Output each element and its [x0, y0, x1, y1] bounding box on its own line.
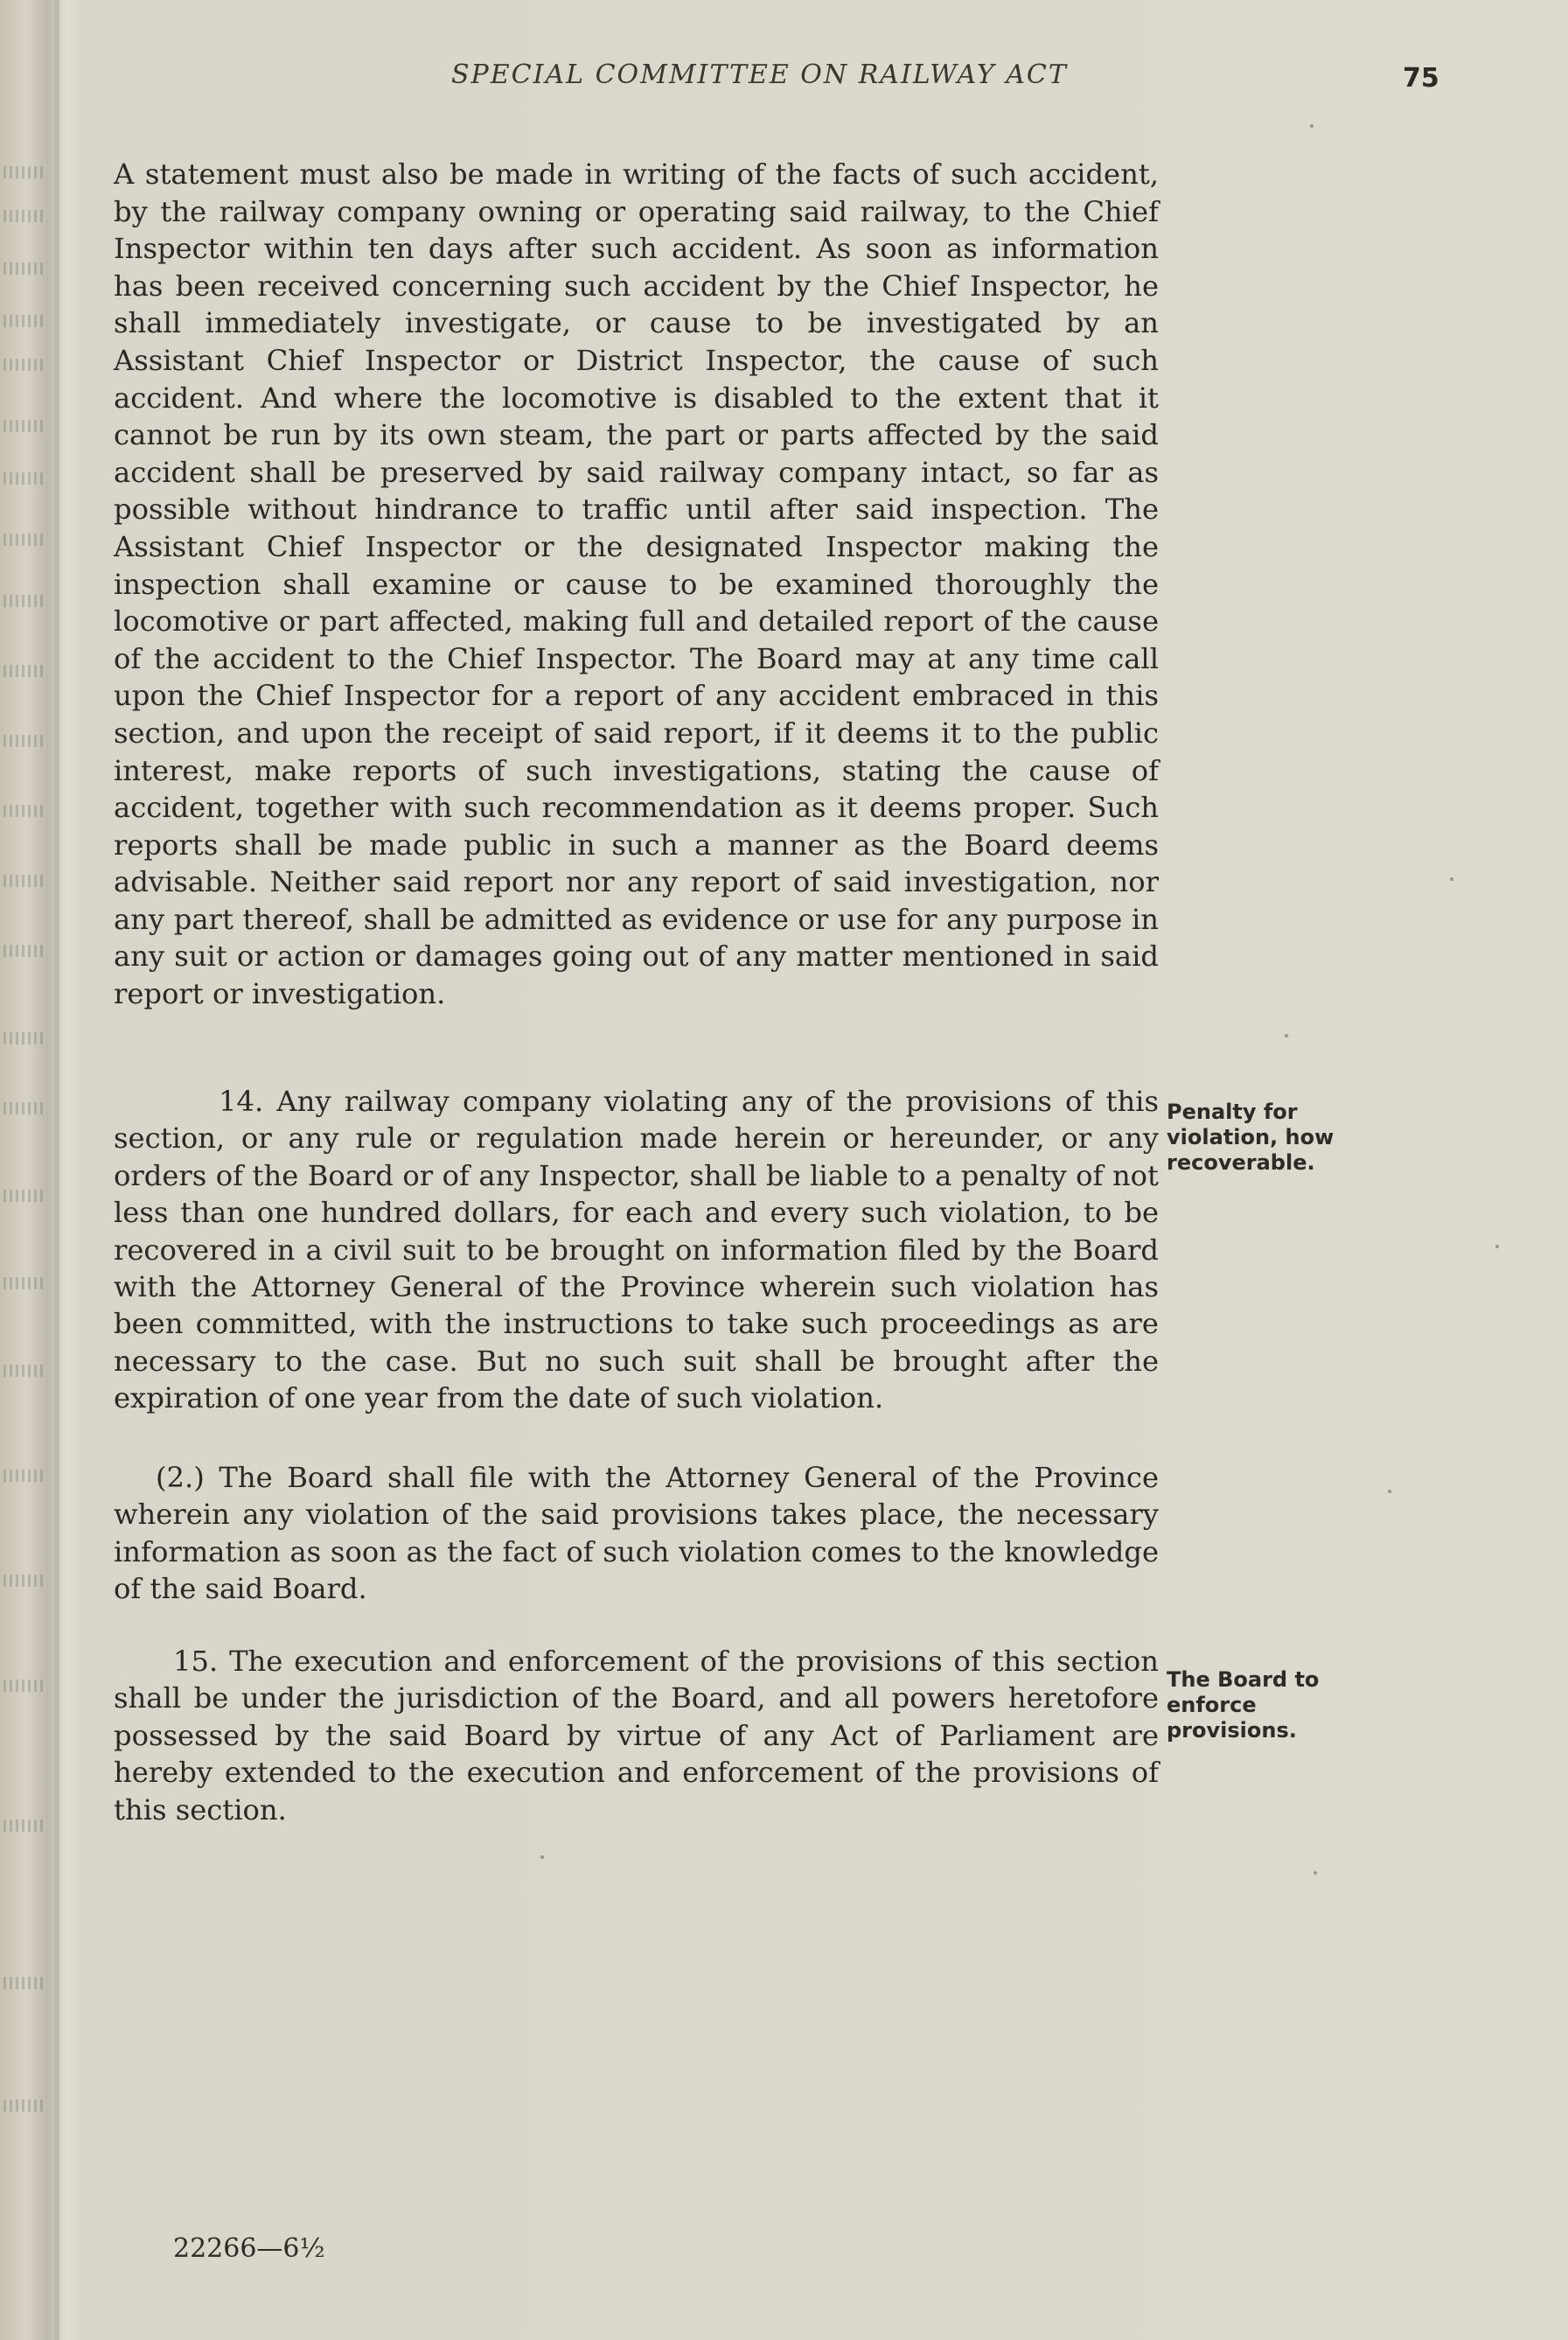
- binding-gutter: [0, 0, 83, 2340]
- page-number: 75: [1403, 63, 1439, 94]
- bleed-through-mark: [3, 1365, 45, 1377]
- paper-speck: [540, 1855, 544, 1859]
- bleed-through-mark: [3, 1102, 45, 1114]
- paragraph-section-15: 15. The execution and enforcement of the provisions of this section shall be under the jurisdiction of the Board, and all powers heretofore possessed by the said Board by virtue of any Act of Parliament are hereby extended to the execution and enforcement of the provisions of this section.: [114, 1645, 1159, 1827]
- paper-speck: [1495, 1245, 1499, 1248]
- bleed-through-mark: [3, 262, 45, 275]
- bleed-through-mark: [3, 315, 45, 327]
- bleed-through-mark: [3, 534, 45, 546]
- page-header: [0, 59, 1568, 103]
- bleed-through-mark: [3, 472, 45, 485]
- bleed-through-mark: [3, 1977, 45, 1989]
- paragraph-accident-statement: A statement must also be made in writing of the facts of such accident, by the railway company owning or operating said railway, to the Chief Inspector within ten days after such accident. As soon as information has been received concerning such accident by the Chief Inspector, he shall immediately investigate, or cause to be investigated by an Assistant Chief Inspector or District Inspector, the cause of such accident. And where the locomotive is disabled to the extent that it cannot be run by its own steam, the part or parts affected by the said accident shall be preserved by said railway company intact, so far as possible without hindrance to traffic until after said inspection. The Assistant Chief Inspector or the designated Inspector making the inspection shall examine or cause to be examined thoroughly the locomotive or part affected, making full and detailed report of the cause of the accident to the Chief Inspector. The Board may at any time call upon the Chief Inspector for a report of any accident embraced in this section, and upon the receipt of said report, if it deems it to the public interest, make reports of such investigations, stating the cause of accident, together with such recommendation as it deems proper. Such reports shall be made public in such a manner as the Board deems advisable. Neither said report nor any report of said investigation, nor any part thereof, shall be admitted as evidence or use for any purpose in any suit or action or damages going out of any matter mentioned in said report or investigation.: [114, 157, 1159, 1011]
- bleed-through-mark: [3, 166, 45, 178]
- bleed-through-mark: [3, 805, 45, 817]
- paper-speck: [1388, 1490, 1391, 1493]
- bleed-through-mark: [3, 1680, 45, 1692]
- bleed-through-mark: [3, 1470, 45, 1482]
- paper-speck: [1314, 1871, 1317, 1875]
- paper-speck: [1310, 124, 1314, 128]
- paper-speck: [1285, 1034, 1288, 1037]
- printer-signature: 22266—6½: [173, 2233, 325, 2264]
- bleed-through-mark: [3, 735, 45, 747]
- paragraph-section-14-2: (2.) The Board shall file with the Attorney General of the Province wherein any violation of the said provisions takes place, the necessary information as soon as the fact of such violation comes to the knowledge of the said Board.: [114, 1461, 1159, 1606]
- paragraph-section-14: 14. Any railway company violating any of the provisions of this section, or any rule or regulation made herein or hereunder, or any orders of the Board or of any Inspector, shall be liable to a penalty of not less than one hundred dollars, for each and every such violation, to be recovered in a civil suit to be brought on information filed by the Board with the Attorney General of the Province wherein such violation has been committed, with the instructions to take such proceedings as are necessary to the case. But no such suit shall be brought after the expiration of one year from the date of such violation.: [114, 1085, 1159, 1415]
- bleed-through-mark: [3, 210, 45, 222]
- bleed-through-mark: [3, 1190, 45, 1202]
- sidenote-board: The Board to enforce provisions.: [1167, 1667, 1320, 1743]
- bleed-through-mark: [3, 665, 45, 677]
- bleed-through-mark: [3, 420, 45, 432]
- bleed-through-mark: [3, 359, 45, 371]
- bleed-through-mark: [3, 875, 45, 887]
- bleed-through-mark: [3, 1820, 45, 1832]
- bleed-through-mark: [3, 1575, 45, 1587]
- gutter-shadow: [54, 0, 59, 2340]
- bleed-through-mark: [3, 945, 45, 957]
- paper-speck: [1450, 877, 1453, 881]
- bleed-through-mark: [3, 1277, 45, 1289]
- bleed-through-mark: [3, 595, 45, 607]
- bleed-through-mark: [3, 1032, 45, 1044]
- sidenote-penalty: Penalty for violation, how recoverable.: [1167, 1100, 1335, 1175]
- running-head: SPECIAL COMMITTEE ON RAILWAY ACT: [451, 59, 1068, 90]
- bleed-through-mark: [3, 2099, 45, 2112]
